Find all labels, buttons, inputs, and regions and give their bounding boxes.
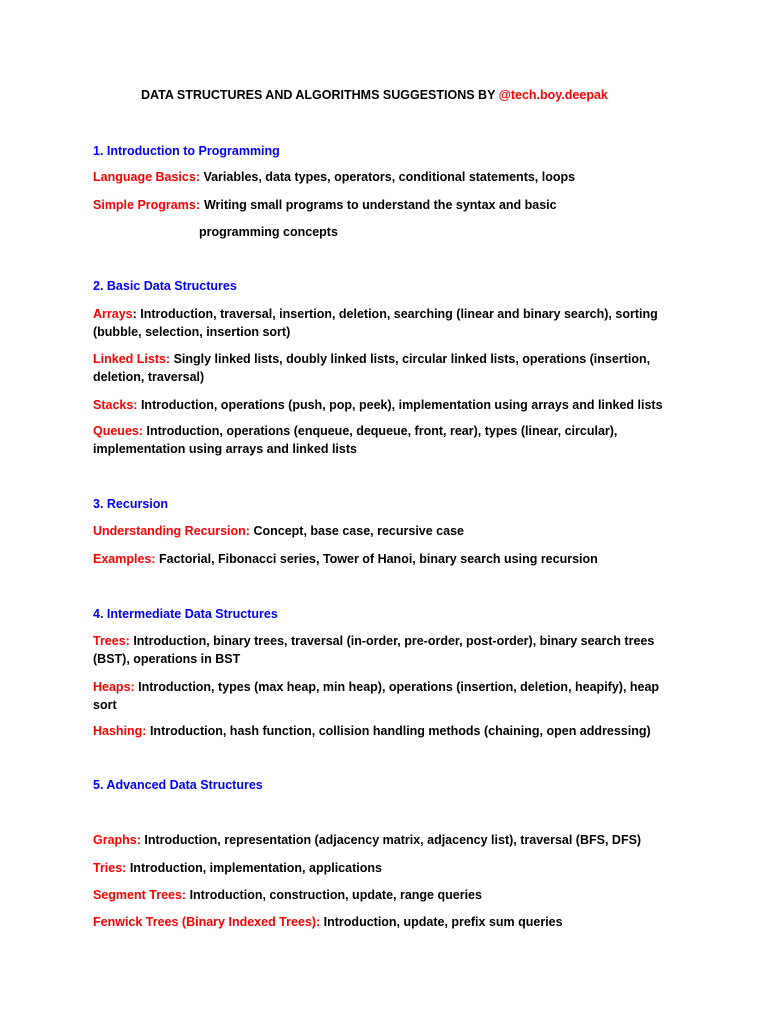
item-term: Arrays — [93, 307, 133, 321]
item-examples — [93, 550, 678, 568]
item-term: Hashing: — [93, 724, 147, 738]
item-arrays — [93, 305, 678, 341]
item-linked-lists — [93, 350, 678, 386]
item-queues — [93, 422, 678, 458]
title-prefix: DATA STRUCTURES AND ALGORITHMS SUGGESTIONS BY — [141, 88, 499, 102]
item-text: Introduction, representation (adjacency matrix, adjacency list), traversal (BFS, DFS) — [140, 833, 642, 847]
item-simple-programs — [93, 196, 557, 214]
item-heaps — [93, 678, 678, 714]
item-text: Factorial, Fibonacci series, Tower of Hanoi, binary search using recursion — [155, 552, 598, 566]
author-handle: @tech.boy.deepak — [498, 88, 608, 102]
item-text: Introduction, binary trees, traversal (in-order, pre-order, post-order), binary search trees (BST), operations in BST — [93, 634, 655, 666]
item-fenwick-trees — [93, 913, 678, 931]
item-text: Variables, data types, operators, conditional statements, loops — [199, 170, 576, 184]
section-heading-3: 3. Recursion — [93, 497, 169, 511]
item-language-basics — [93, 168, 678, 186]
item-term: Understanding Recursion: — [93, 524, 250, 538]
item-stacks — [93, 396, 678, 414]
item-term: Segment Trees: — [93, 888, 187, 902]
item-term: Trees: — [93, 634, 130, 648]
item-text: Introduction, types (max heap, min heap), operations (insertion, deletion, heapify), heap sort — [93, 680, 660, 712]
item-text: Introduction, construction, update, range queries — [186, 888, 482, 902]
item-simple-programs-continuation: programming concepts — [199, 225, 338, 239]
item-text: Writing small programs to understand the syntax and basic — [203, 198, 557, 212]
item-term: Tries: — [93, 861, 127, 875]
item-text: Introduction, hash function, collision handling methods (chaining, open addressing) — [146, 724, 651, 738]
section-heading-4: 4. Intermediate Data Structures — [93, 607, 278, 621]
item-term: Graphs: — [93, 833, 141, 847]
item-term: Fenwick Trees (Binary Indexed Trees): — [93, 915, 321, 929]
item-term: Queues: — [93, 424, 144, 438]
item-trees — [93, 632, 678, 668]
item-text: Concept, base case, recursive case — [249, 524, 464, 538]
item-graphs — [93, 831, 678, 849]
item-text: : Introduction, traversal, insertion, deletion, searching (linear and binary search), sorting (bubble, selection, insertion sort) — [93, 307, 658, 339]
item-text: Introduction, operations (enqueue, dequeue, front, rear), types (linear, circular), implementation using arrays and linked lists — [93, 424, 618, 456]
item-term: Stacks: — [93, 398, 138, 412]
item-segment-trees — [93, 886, 678, 904]
item-text: Introduction, operations (push, pop, peek), implementation using arrays and linked lists — [137, 398, 663, 412]
document-title — [141, 88, 608, 102]
section-heading-2: 2. Basic Data Structures — [93, 279, 237, 293]
item-term: Examples: — [93, 552, 156, 566]
section-heading-5: 5. Advanced Data Structures — [93, 778, 263, 792]
item-term: Heaps: — [93, 680, 135, 694]
item-understanding-recursion — [93, 522, 678, 540]
section-heading-1: 1. Introduction to Programming — [93, 144, 280, 158]
item-hashing — [93, 722, 678, 740]
item-term: Simple Programs: — [93, 198, 200, 212]
item-text: Introduction, implementation, applications — [126, 861, 382, 875]
item-text: Singly linked lists, doubly linked lists, circular linked lists, operations (insertion, deletion, traversal) — [93, 352, 651, 384]
item-term: Language Basics: — [93, 170, 200, 184]
item-tries — [93, 859, 678, 877]
item-term: Linked Lists: — [93, 352, 171, 366]
item-text: Introduction, update, prefix sum queries — [320, 915, 563, 929]
